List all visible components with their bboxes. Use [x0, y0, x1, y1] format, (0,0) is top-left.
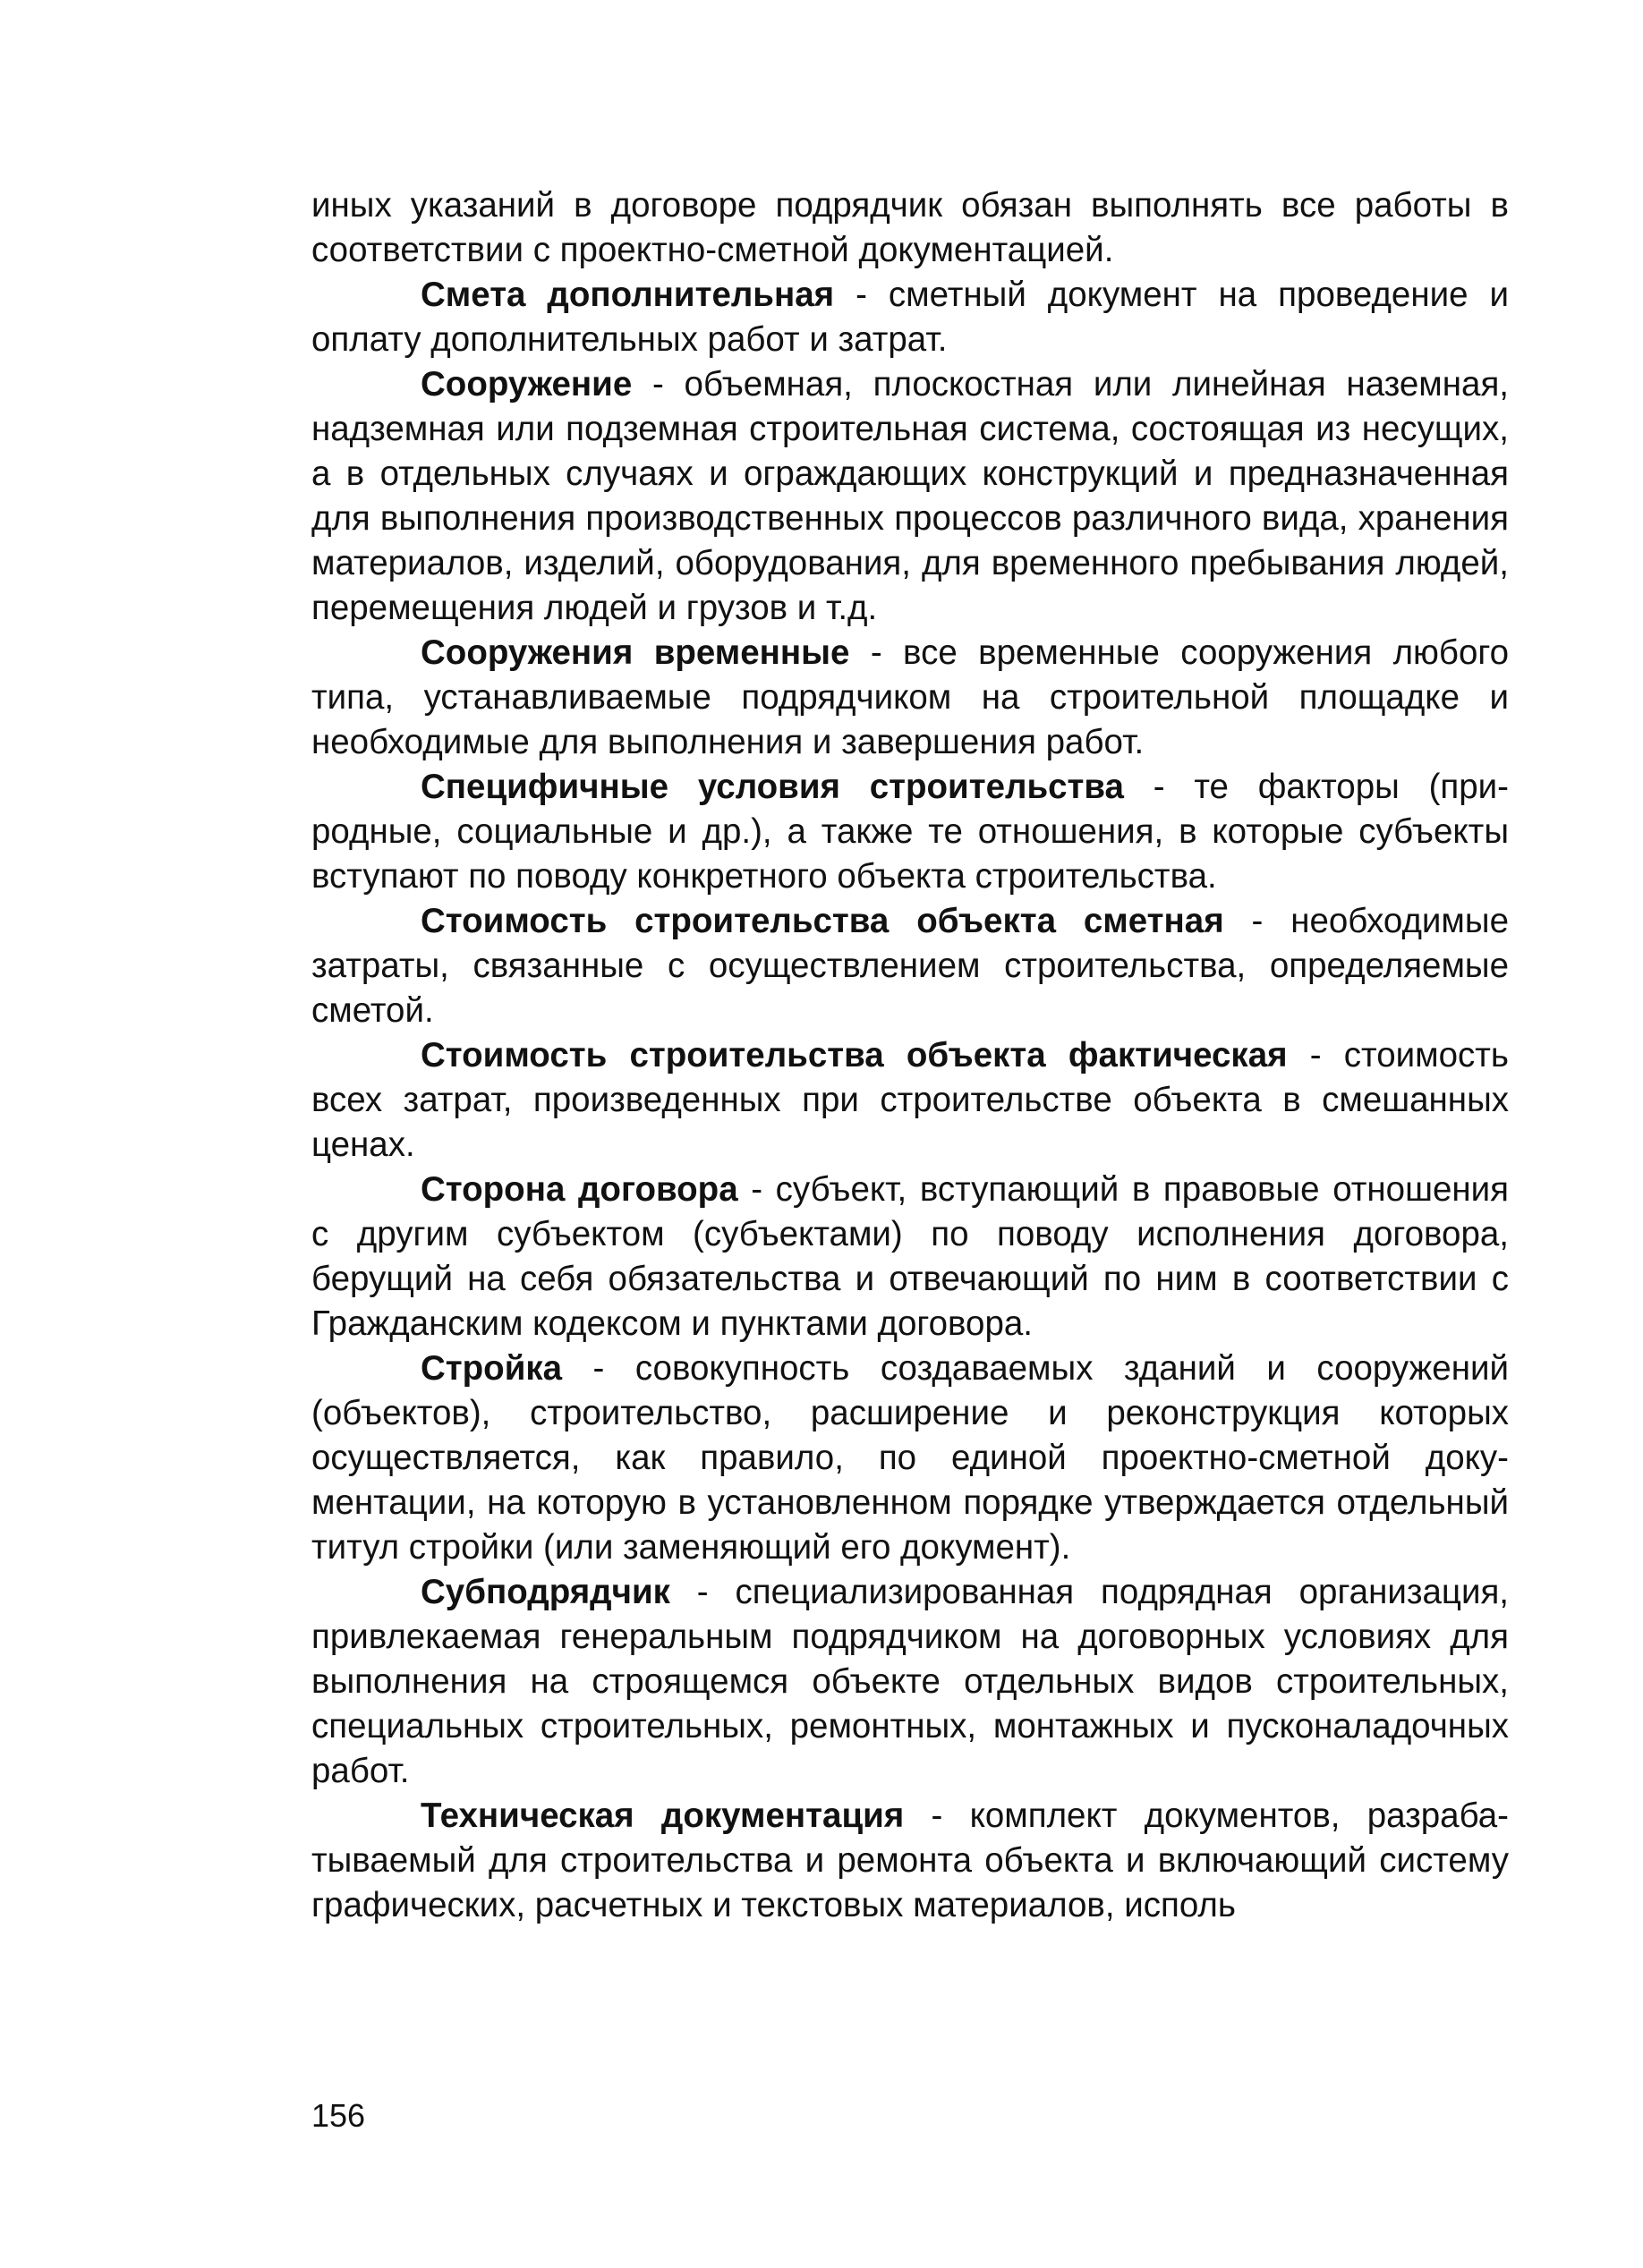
glossary-definition: - объемная, плоскостная или линейная наземная, надземная или подземная строительная система, состоящая из несущих, а в отдельных случаях и ограждающих конструкций и предназначенная для выполнения производственных процессов различного вида, хранения материалов, изделий, оборудования, для временного пребывания людей, перемещения людей и грузов и т.д. [311, 365, 1509, 627]
glossary-entry [311, 1168, 1509, 1346]
glossary-entry [311, 765, 1509, 899]
glossary-definition: - совокупность создаваемых зданий и сооружений (объектов), строительство, расширение и реконструкция которых осуществляется, как правило, по единой проектно-сметной документации, на которую в установленном порядке утверждается отдельный титул стройки (или заменяющий его документ). [311, 1349, 1509, 1567]
glossary-entry [311, 1570, 1509, 1794]
glossary-entry [311, 273, 1509, 362]
glossary-term: Сооружение [421, 365, 633, 403]
glossary-entry [311, 1033, 1509, 1168]
glossary-term: Техническая документация [421, 1797, 905, 1835]
page-number: 156 [311, 2097, 366, 2134]
glossary-definition: - сметный документ на проведение и оплату дополнительных работ и затрат. [311, 276, 1509, 359]
glossary-entry [311, 362, 1509, 631]
glossary-term: Смета дополнительная [421, 276, 835, 314]
glossary-entry [311, 1346, 1509, 1570]
glossary-definition: - стоимость всех затрат, произведенных при строительстве объекта в смешанных ценах. [311, 1036, 1509, 1164]
glossary-term: Сторона договора [421, 1170, 738, 1209]
glossary-term: Стройка [421, 1349, 563, 1388]
glossary-definition: - все временные сооружения любого типа, устанавливаемые подрядчиком на строительной площадке и необходимые для выполнения и завершения работ. [311, 633, 1509, 761]
glossary-entry [311, 631, 1509, 765]
glossary-definition: - специализированная подрядная организация, привлекаемая генеральным подрядчиком на договорных условиях для выполнения на строящемся объекте отдельных видов строительных, специальных строительных, ремонтных, монтажных и пусконаладочных работ. [311, 1573, 1509, 1790]
glossary-definition: - субъект, вступающий в правовые отношения с другим субъектом (субъектами) по поводу исполнения договора, берущий на себя обязательства и отвечающий по ним в соответствии с Гражданским кодексом и пунктами договора. [311, 1170, 1509, 1343]
glossary-definition: - те факторы (природные, социальные и др.), а также те отношения, в которые субъекты вступают по поводу конкретного объекта строительства. [311, 768, 1509, 896]
glossary-definition: - комплект документов, разрабатываемый для строительства и ремонта объекта и включающий систему графических, расчетных и текстовых материалов, исполь [311, 1797, 1509, 1924]
glossary-term: Специфичные условия строительства [421, 768, 1124, 806]
glossary-term: Субподрядчик [421, 1573, 670, 1611]
glossary-definition: - необходимые затраты, связанные с осуществлением строительства, определяемые сметой. [311, 902, 1509, 1030]
continuation-paragraph: иных указаний в договоре подрядчик обязан выполнять все работы в соответствии с проектно-сметной документацией. [311, 186, 1509, 269]
glossary-term: Сооружения временные [421, 633, 850, 672]
glossary-entry [311, 899, 1509, 1033]
page-body [311, 183, 1509, 1928]
glossary-entry [311, 1794, 1509, 1928]
glossary-term: Стоимость строительства объекта сметная [421, 902, 1224, 940]
glossary-term: Стоимость строительства объекта фактическая [421, 1036, 1288, 1075]
